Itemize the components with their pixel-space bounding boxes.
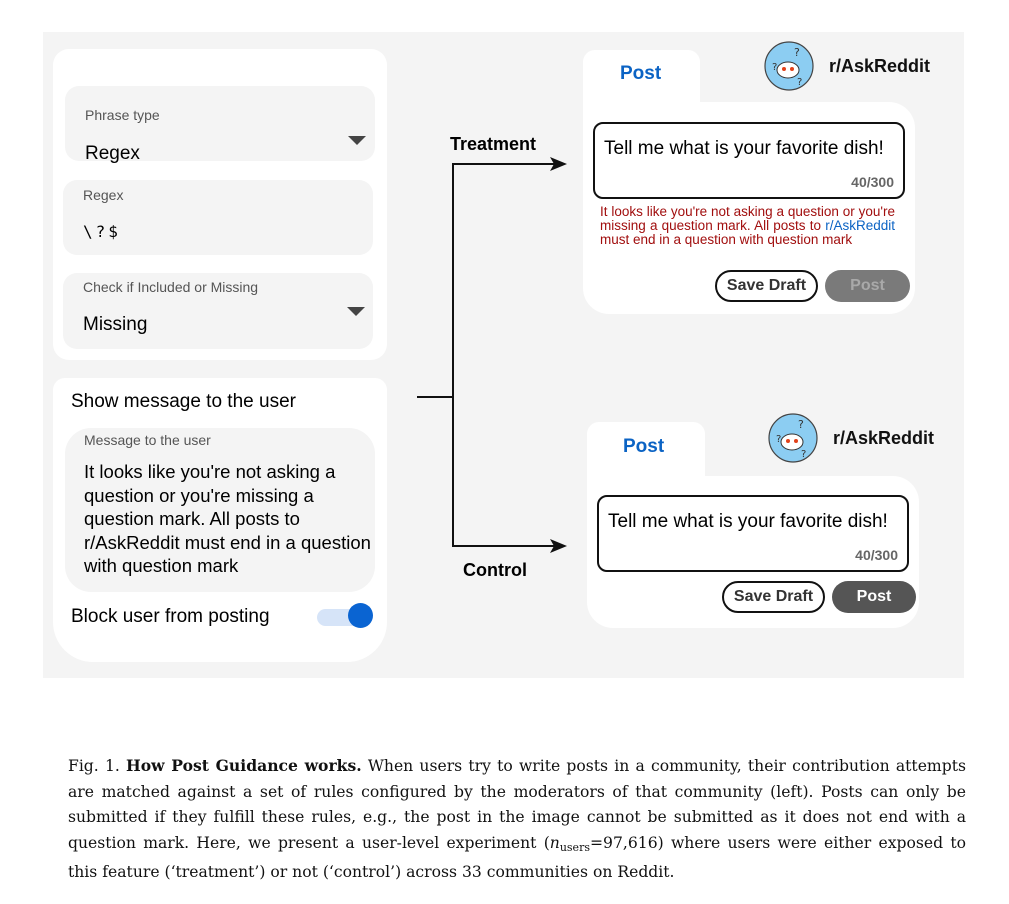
phrase-type-label: Phrase type [85, 107, 160, 123]
save-draft-button[interactable]: Save Draft [722, 581, 825, 613]
save-draft-button[interactable]: Save Draft [715, 270, 818, 302]
post-title-value: Tell me what is your favorite dish! [604, 138, 884, 159]
check-label: Check if Included or Missing [83, 279, 259, 295]
message-value: It looks like you're not asking a question or you're missing a question mark. All posts to r/AskReddit must end in a question with question mark [84, 461, 371, 576]
post-title-input[interactable] [597, 495, 909, 572]
subreddit-name: r/AskReddit [833, 428, 935, 448]
block-user-label: Block user from posting [71, 606, 270, 627]
figure-panel [43, 32, 964, 678]
svg-text:?: ? [798, 418, 804, 431]
caption-n-value: =97,616 [589, 833, 658, 852]
svg-text:?: ? [801, 449, 807, 460]
svg-text:?: ? [772, 62, 778, 73]
caption-body: ) where users were either exposed to this feature (‘treatment’) or not (‘control’) across 33 communities on Reddit. [68, 833, 966, 881]
warning-text: must end in a question with question mark [600, 232, 853, 247]
figure-caption [68, 753, 966, 886]
message-label: Message to the user [84, 432, 211, 448]
caption-title: How Post Guidance works. [126, 756, 362, 775]
post-button-disabled[interactable]: Post [825, 270, 910, 302]
char-counter: 40/300 [855, 547, 898, 563]
subreddit-avatar-icon [768, 413, 818, 463]
show-message-heading: Show message to the user [71, 391, 296, 412]
char-counter: 40/300 [851, 174, 894, 190]
post-guidance-warning [600, 205, 895, 247]
control-label: Control [463, 560, 527, 580]
warning-text: It looks like you're not asking a question or you're missing a question mark. All posts to [600, 204, 895, 233]
svg-text:?: ? [794, 46, 800, 59]
subreddit-link[interactable]: r/AskReddit [825, 218, 895, 233]
post-title-input[interactable] [593, 122, 905, 199]
treatment-label: Treatment [450, 134, 537, 154]
caption-body: When users try to write posts in a community, their contribution attempts are matched against a set of rules configured by the moderators of that community (left). Posts can only be submitted if they fulfill these rules, e.g., the post in the image cannot be submitted as it does not end with a question mark. Here, we present a user-level experiment ( [68, 757, 966, 852]
regex-label: Regex [83, 187, 124, 203]
svg-text:?: ? [776, 434, 782, 445]
regex-value: \?$ [83, 222, 121, 241]
tab-post-label: Post [620, 63, 662, 84]
svg-text:?: ? [797, 77, 803, 88]
post-title-value: Tell me what is your favorite dish! [608, 511, 888, 532]
caption-n-symbol: n [549, 833, 560, 852]
subreddit-name: r/AskReddit [829, 56, 931, 76]
post-button[interactable]: Post [832, 581, 916, 613]
subreddit-avatar-icon [764, 41, 814, 91]
phrase-type-value: Regex [85, 143, 140, 164]
caption-n-subscript: users [559, 840, 590, 854]
check-value: Missing [83, 314, 148, 335]
tab-post-label: Post [623, 436, 665, 457]
caption-prefix: Fig. 1. [68, 757, 120, 775]
